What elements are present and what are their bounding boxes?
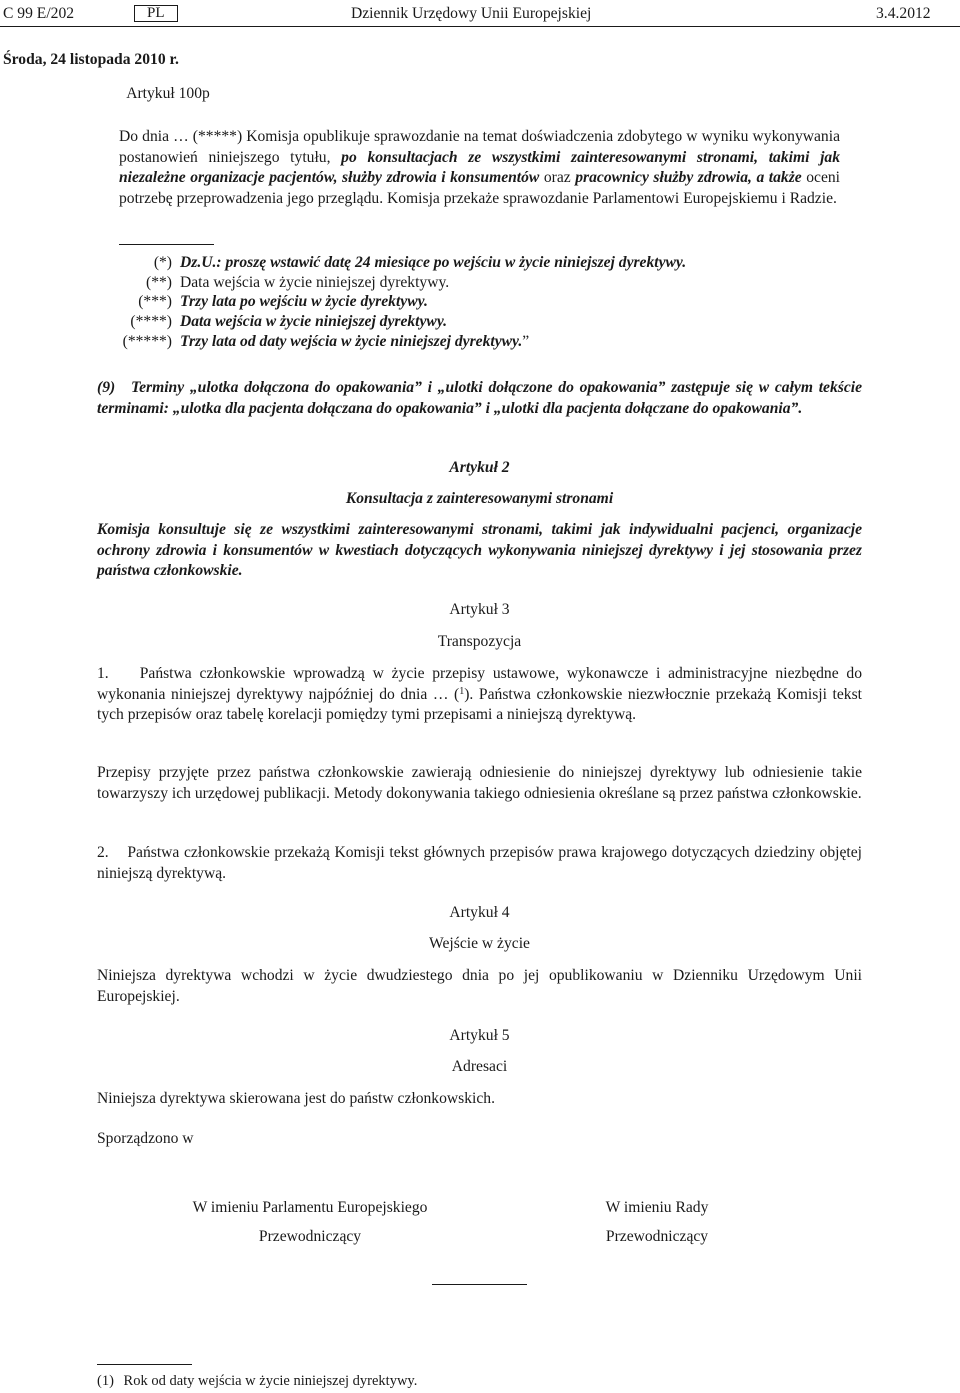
header-rule bbox=[0, 26, 960, 27]
article-3-paragraph-2: Przepisy przyjęte przez państwa członkowskie zawierają odniesienie do niniejszej dyrektywy lub odniesienie takie towarzyszy ich urzędowej publikacji. Metody dokonywania takiego odniesienia określane są przez państwa członkowskie. bbox=[97, 764, 862, 802]
article-5-title: Artykuł 5 bbox=[449, 1027, 510, 1044]
inner-footnote-3: (***) Trzy lata po wejściu w życie dyrektywy. bbox=[138, 293, 428, 310]
signature-council-org: W imieniu Rady bbox=[605, 1199, 709, 1216]
article-100p-text: Do dnia … (*****) Komisja opublikuje sprawozdanie na temat doświadczenia zdobytego w wyniku wykonywania postanowień niniejszego tytułu, po konsultacjach ze wszystkimi zainteresowanymi stronami, takimi jak niezależne organizacje pacjentów, służby zdrowia i konsumentów oraz pracownicy służby zdrowia, a także oceni potrzebę przeprowadzenia jego przeglądu. Komisja przekaże sprawozdanie Parlamentowi Europejskiemu i Radzie. bbox=[119, 128, 841, 207]
article-4-title: Artykuł 4 bbox=[449, 904, 510, 921]
closing-rule bbox=[432, 1284, 527, 1285]
journal-title: Dziennik Urzędowy Unii Europejskiej bbox=[351, 5, 592, 22]
signature-parliament-org: W imieniu Parlamentu Europejskiego bbox=[192, 1199, 428, 1216]
signature-council-role: Przewodniczący bbox=[605, 1227, 709, 1245]
signature-parliament-role: Przewodniczący bbox=[258, 1227, 362, 1245]
inner-footnote-4: (****) Data wejścia w życie niniejszej dyrektywy. bbox=[130, 313, 448, 330]
page-footnote-rule bbox=[97, 1364, 192, 1365]
sitting-date: Środa, 24 listopada 2010 r. bbox=[3, 51, 179, 68]
article-100p-title: Artykuł 100p bbox=[126, 85, 210, 102]
article-4-text: Niniejsza dyrektywa wchodzi w życie dwudziestego dnia po jej opublikowaniu w Dzienniku Urzędowym Unii Europejskiej. bbox=[97, 967, 862, 1005]
inner-footnote-2: (**) Data wejścia w życie niniejszej dyrektywy. bbox=[146, 274, 450, 291]
article-2-subtitle: Konsultacja z zainteresowanymi stronami bbox=[345, 490, 614, 507]
amendment-9-text: Terminy „ulotka dołączona do opakowania” i „ulotki dołączone do opakowania” zastępuje się w całym tekście terminami: „ulotka dla pacjenta dołączana do opakowania” i „ulotki dla pacjenta dołączane do opakowania”. bbox=[97, 379, 862, 417]
signature-council bbox=[557, 1198, 757, 1247]
article-2-title: Artykuł 2 bbox=[449, 459, 510, 476]
language-badge: PL bbox=[134, 5, 178, 22]
article-3-subtitle: Transpozycja bbox=[437, 633, 522, 650]
signature-parliament bbox=[150, 1198, 470, 1247]
article-4-subtitle: Wejście w życie bbox=[429, 935, 530, 952]
publication-date: 3.4.2012 bbox=[876, 5, 931, 22]
footnote-ref-1[interactable]: 1 bbox=[459, 685, 465, 697]
article-3-paragraph-3: 2. Państwa członkowskie przekażą Komisji tekst głównych przepisów prawa krajowego dotyczących dziedziny objętej niniejszą dyrektywą. bbox=[97, 844, 866, 882]
article-5-text: Niniejsza dyrektywa skierowana jest do państw członkowskich. bbox=[97, 1090, 495, 1107]
article-3-paragraph-1: 1. Państwa członkowskie wprowadzą w życie przepisy ustawowe, wykonawcze i administracyjne niezbędne do wykonania niniejszej dyrektywy najpóźniej do dnia … ($^1$). Państwa członkowskie niezwłocznie przekażą Komisji tekst tych przepisów oraz tabelę korelacji pomiędzy tymi przepisami a niniejszą dyrektywą. bbox=[97, 665, 866, 723]
page-footnote-mark: (1) bbox=[97, 1373, 114, 1389]
inner-footnote-rule bbox=[119, 244, 214, 245]
article-2-text: Komisja konsultuje się ze wszystkimi zainteresowanymi stronami, takimi jak indywidualni pacjenci, organizacje ochrony zdrowia i konsumentów w kwestiach dotyczących wykonywania niniejszej dyrektywy i jej stosowania przez państwa członkowskie. bbox=[97, 521, 862, 579]
inner-footnote-1: (*) Dz.U.: proszę wstawić datę 24 miesiące po wejściu w życie niniejszej dyrektywy. bbox=[153, 254, 687, 271]
page-footnote-text: Rok od daty wejścia w życie niniejszej dyrektywy. bbox=[123, 1373, 418, 1389]
article-3-title: Artykuł 3 bbox=[449, 601, 510, 618]
inner-footnote-5: (*****) Trzy lata od daty wejścia w życie niniejszej dyrektywy.” bbox=[122, 333, 530, 350]
article-5-subtitle: Adresaci bbox=[451, 1058, 508, 1075]
series-number: C 99 E/202 bbox=[3, 5, 75, 22]
journal-header bbox=[0, 2, 960, 26]
page-footnote bbox=[97, 1371, 417, 1392]
amendment-9-number: (9) bbox=[97, 379, 116, 396]
done-at: Sporządzono w bbox=[97, 1130, 194, 1147]
